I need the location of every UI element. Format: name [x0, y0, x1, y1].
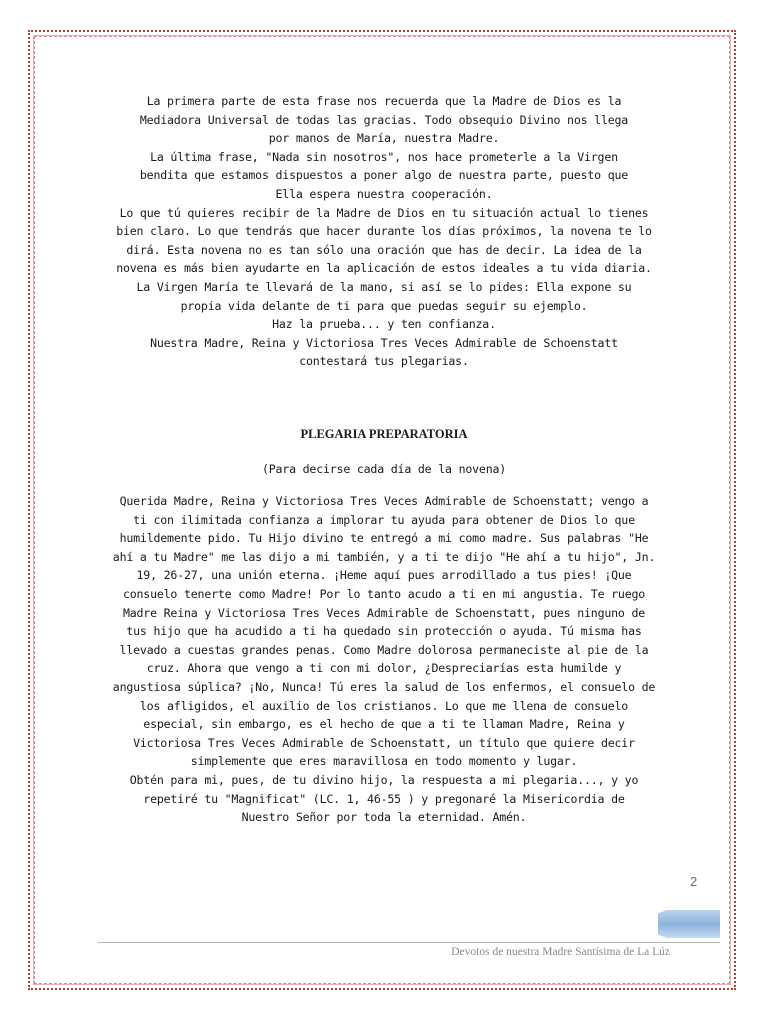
prayer-line: ti con ilimitada confianza a implorar tu ayuda para obtener de Dios lo que	[133, 512, 635, 527]
prayer-line: llevado a cuestas grandes penas. Como Madre dolorosa permaneciste al pie de la	[119, 642, 649, 657]
intro-line: bien claro. Lo que tendrás que hacer durante los días próximos, la novena te lo	[116, 224, 652, 239]
section-subheading: (Para decirse cada día de la novena)	[261, 461, 507, 476]
prayer-line: ahí a tu Madre" me las dijo a mi también, y a ti te dijo "He ahí a tu hijo", Jn.	[112, 549, 656, 564]
intro-line: Lo que tú quieres recibir de la Madre de Dios en tu situación actual lo tienes	[119, 205, 649, 220]
footer-ribbon-decoration	[658, 910, 720, 938]
prayer-line: Nuestro Señor por toda la eternidad. Amén.	[241, 810, 527, 825]
intro-line: La Virgen María te llevará de la mano, si así se lo pides: Ella expone su	[136, 279, 632, 294]
intro-line: Mediadora Universal de todas las gracias. Todo obsequio Divino nos llega	[139, 112, 629, 127]
prayer-line: Querida Madre, Reina y Victoriosa Tres Veces Admirable de Schoenstatt; vengo a	[119, 494, 649, 509]
intro-line: dirá. Esta novena no es tan sólo una oración que has de decir. La idea de la	[126, 242, 642, 257]
prayer-line: tus hijo que ha acudido a ti ha quedado sin protección o ayuda. Tú misma has	[126, 624, 642, 639]
footer-divider	[98, 942, 720, 943]
prayer-line: especial, sin embargo, es el hecho de que a ti te llaman Madre, Reina y	[143, 717, 625, 732]
intro-line: Ella espera nuestra cooperación.	[275, 186, 493, 201]
prayer-section	[100, 492, 668, 827]
intro-line: La última frase, "Nada sin nosotros", nos hace prometerle a la Virgen	[150, 149, 618, 164]
intro-line: Haz la prueba... y ten confianza.	[272, 317, 496, 332]
intro-section	[100, 92, 668, 371]
section-heading: PLEGARIA PREPARATORIA	[300, 426, 468, 441]
intro-line: bendita que estamos dispuestos a poner algo de nuestra parte, puesto que	[139, 168, 629, 183]
prayer-line: cruz. Ahora que vengo a ti con mi dolor, ¿Despreciarías esta humilde y	[146, 661, 622, 676]
prayer-line: humildemente pido. Tu Hijo divino te entregó a mi como madre. Sus palabras "He	[119, 531, 649, 546]
prayer-line: Madre Reina y Victoriosa Tres Veces Admirable de Schoenstatt, pues ninguno de	[122, 605, 646, 620]
intro-line: contestará tus plegarias.	[299, 354, 469, 369]
prayer-line: repetiré tu "Magnificat" (LC. 1, 46-55 ) y pregonaré la Misericordia de	[143, 791, 625, 806]
intro-line: La primera parte de esta frase nos recuerda que la Madre de Dios es la	[146, 94, 622, 108]
prayer-line: angustiosa súplica? ¡No, Nunca! Tú eres la salud de los enfermos, el consuelo de	[112, 680, 656, 695]
prayer-line: consuelo tenerte como Madre! Por lo tanto acudo a ti en mi angustia. Te ruego	[122, 587, 646, 602]
footer-text: Devotos de nuestra Madre Santísima de La Lúz	[451, 946, 670, 958]
prayer-line: simplemente que eres maravillosa en todo momento y lugar.	[190, 754, 578, 769]
intro-line: por manos de María, nuestra Madre.	[268, 131, 500, 146]
page-number: 2	[690, 874, 698, 889]
prayer-line: los afligidos, el auxilio de los cristianos. Lo que me llena de consuelo	[139, 698, 629, 713]
document-body	[100, 92, 668, 827]
intro-line: Nuestra Madre, Reina y Victoriosa Tres Veces Admirable de Schoenstatt	[150, 335, 618, 350]
prayer-line: 19, 26-27, una unión eterna. ¡Heme aquí pues arrodillado a tus pies! ¡Que	[136, 568, 632, 583]
prayer-line: Obtén para mi, pues, de tu divino hijo, la respuesta a mi plegaria..., y yo	[129, 773, 639, 787]
intro-line: propia vida delante de ti para que puedas seguir su ejemplo.	[180, 298, 588, 313]
prayer-line: Victoriosa Tres Veces Admirable de Schoenstatt, un título que quiere decir	[133, 735, 635, 750]
intro-line: novena es más bien ayudarte en la aplicación de estos ideales a tu vida diaria.	[116, 261, 652, 276]
